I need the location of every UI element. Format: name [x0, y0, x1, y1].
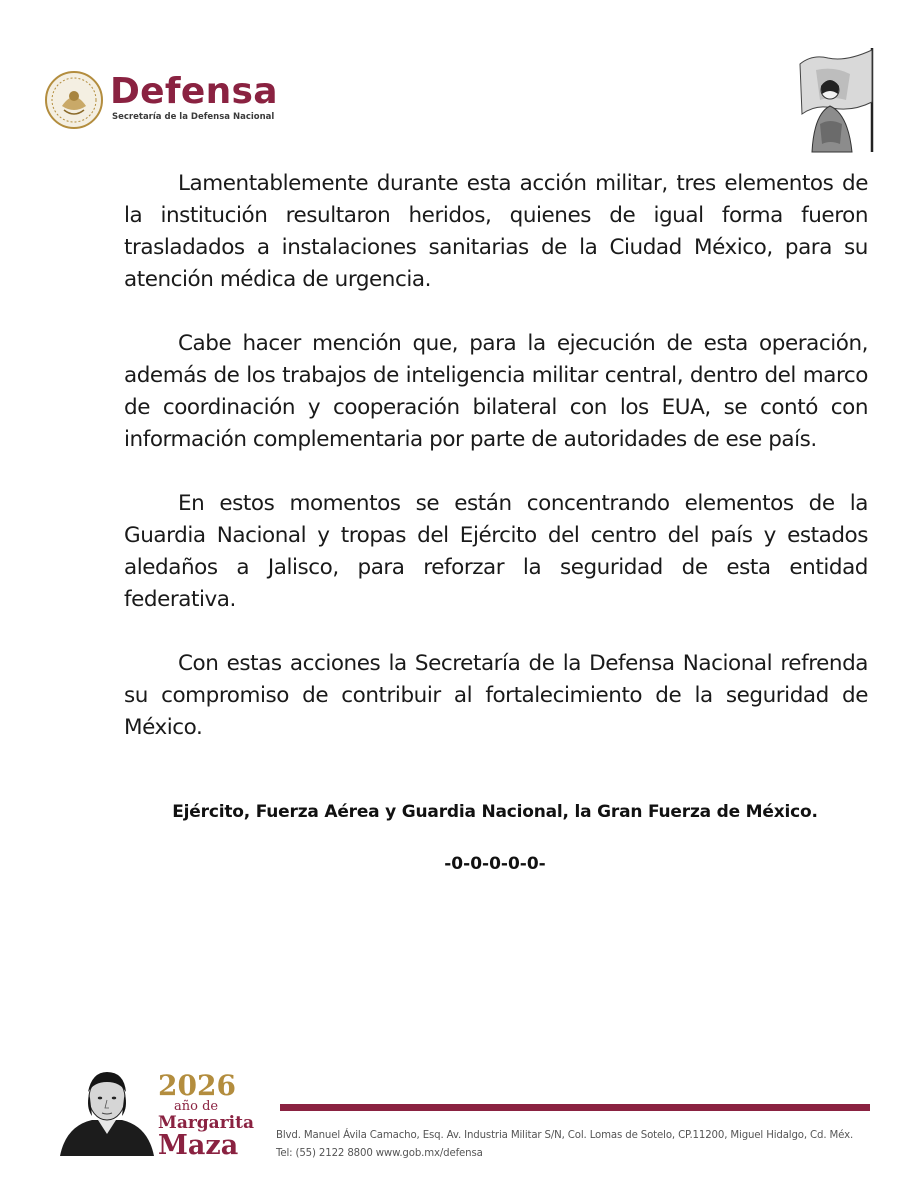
- contact-line: Tel: (55) 2122 8800 www.gob.mx/defensa: [276, 1148, 483, 1159]
- commemorative-name-first: Margarita: [158, 1113, 254, 1133]
- motto-line: Ejército, Fuerza Aérea y Guardia Nacional, la Gran Fuerza de México.: [172, 802, 818, 822]
- national-seal-icon: [44, 70, 104, 130]
- commemorative-text: año de: [174, 1099, 219, 1114]
- page-header: [0, 0, 918, 160]
- address-line: Blvd. Manuel Ávila Camacho, Esq. Av. Industria Militar S/N, Col. Lomas de Sotelo, CP.11200, Miguel Hidalgo, Cd. Méx.: [276, 1130, 854, 1141]
- paragraph: Lamentablemente durante esta acción militar, tres elementos de la institución resultaron heridos, quienes de igual forma fueron trasladados a instalaciones sanitarias de la Ciudad México, para su atención médica de urgencia.: [124, 171, 868, 292]
- article-body: [124, 168, 868, 776]
- commemorative-name-last: Maza: [158, 1130, 239, 1161]
- footer-address: [276, 1127, 853, 1163]
- brand-title: Defensa: [110, 71, 278, 112]
- brand-block: [110, 70, 278, 122]
- commemorative-year-block: [158, 1069, 278, 1161]
- paragraph: Cabe hacer mención que, para la ejecución de esta operación, además de los trabajos de inteligencia militar central, dentro del marco de coordinación y cooperación bilateral con los EUA, se contó con información complementaria por parte de autoridades de ese país.: [124, 331, 868, 452]
- flag-bearer-illustration: [776, 44, 882, 154]
- paragraph: En estos momentos se están concentrando elementos de la Guardia Nacional y tropas del Ejército del centro del país y estados aledaños a Jalisco, para reforzar la seguridad de esta entidad federativa.: [124, 491, 868, 612]
- brand-subtitle: Secretaría de la Defensa Nacional: [112, 112, 275, 122]
- closing-mark: -0-0-0-0-0-: [444, 854, 546, 874]
- footer-divider: [280, 1104, 870, 1111]
- commemorative-year: 2026: [158, 1069, 236, 1102]
- margarita-maza-portrait: [58, 1064, 156, 1156]
- paragraph: Con estas acciones la Secretaría de la Defensa Nacional refrenda su compromiso de contribuir al fortalecimiento de la seguridad de México.: [124, 651, 868, 740]
